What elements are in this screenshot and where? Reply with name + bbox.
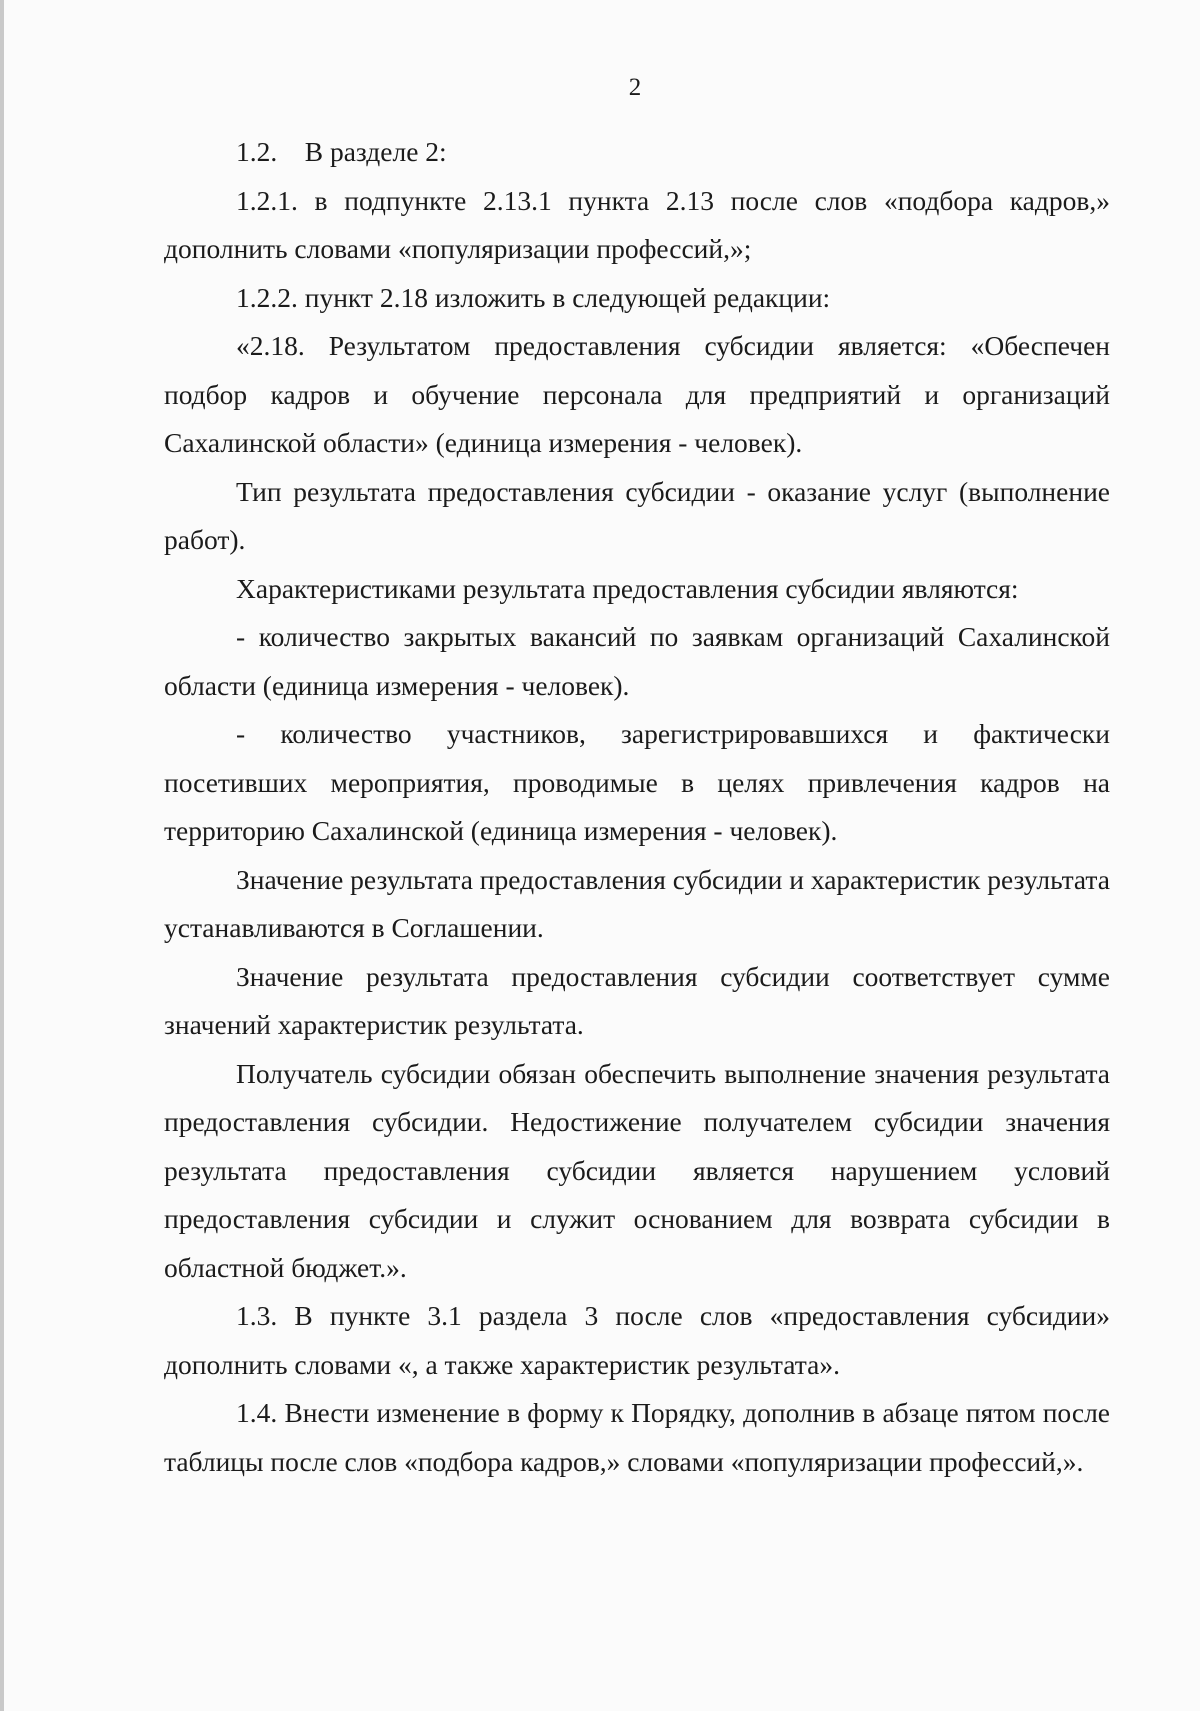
paragraph-result-type: Тип результата предоставления субсидии - оказание услуг (выполнение работ). [164,475,1110,555]
paragraph-section-1-2: 1.2. В разделе 2: [236,136,447,167]
paragraph-participants: - количество участников, зарегистрировавшихся и фактически посетивших мероприятия, проводимые в целях привлечения кадров на территорию Сахалинской (единица измерения - человек). [164,718,1110,846]
document-body [164,128,1110,1486]
paragraph-2-18-result: «2.18. Результатом предоставления субсидии является: «Обеспечен подбор кадров и обучение персонала для предприятий и организаций Сахалинской области» (единица измерения - человек). [164,330,1110,458]
page-number: 2 [628,74,642,101]
paragraph-1-2-1: 1.2.1. в подпункте 2.13.1 пункта 2.13 после слов «подбора кадров,» дополнить словами «популяризации профессий,»; [164,184,1110,264]
paragraph-1-3: 1.3. В пункте 3.1 раздела 3 после слов «предоставления субсидии» дополнить словами «, а также характеристик результата». [164,1300,1110,1380]
paragraph-result-value-sum: Значение результата предоставления субсидии соответствует сумме значений характеристик результата. [164,960,1110,1040]
paragraph-result-value-agreement: Значение результата предоставления субсидии и характеристик результата устанавливаются в Соглашении. [164,863,1110,943]
paragraph-characteristics-heading: Характеристиками результата предоставления субсидии являются: [236,572,1019,604]
paragraph-closed-vacancies: - количество закрытых вакансий по заявкам организаций Сахалинской области (единица измерения - человек). [164,621,1110,701]
paragraph-1-2-2: 1.2.2. пункт 2.18 изложить в следующей редакции: [236,281,831,313]
paragraph-recipient-obligation: Получатель субсидии обязан обеспечить выполнение значения результата предоставления субсидии. Недостижение получателем субсидии значения результата предоставления субсидии является нарушением условий предоставления субсидии и служит основанием для возврата субсидии в областной бюджет.». [164,1057,1110,1283]
paragraph-1-4: 1.4. Внести изменение в форму к Порядку, дополнив в абзаце пятом после таблицы после слов «подбора кадров,» словами «популяризации профессий,». [164,1397,1110,1477]
